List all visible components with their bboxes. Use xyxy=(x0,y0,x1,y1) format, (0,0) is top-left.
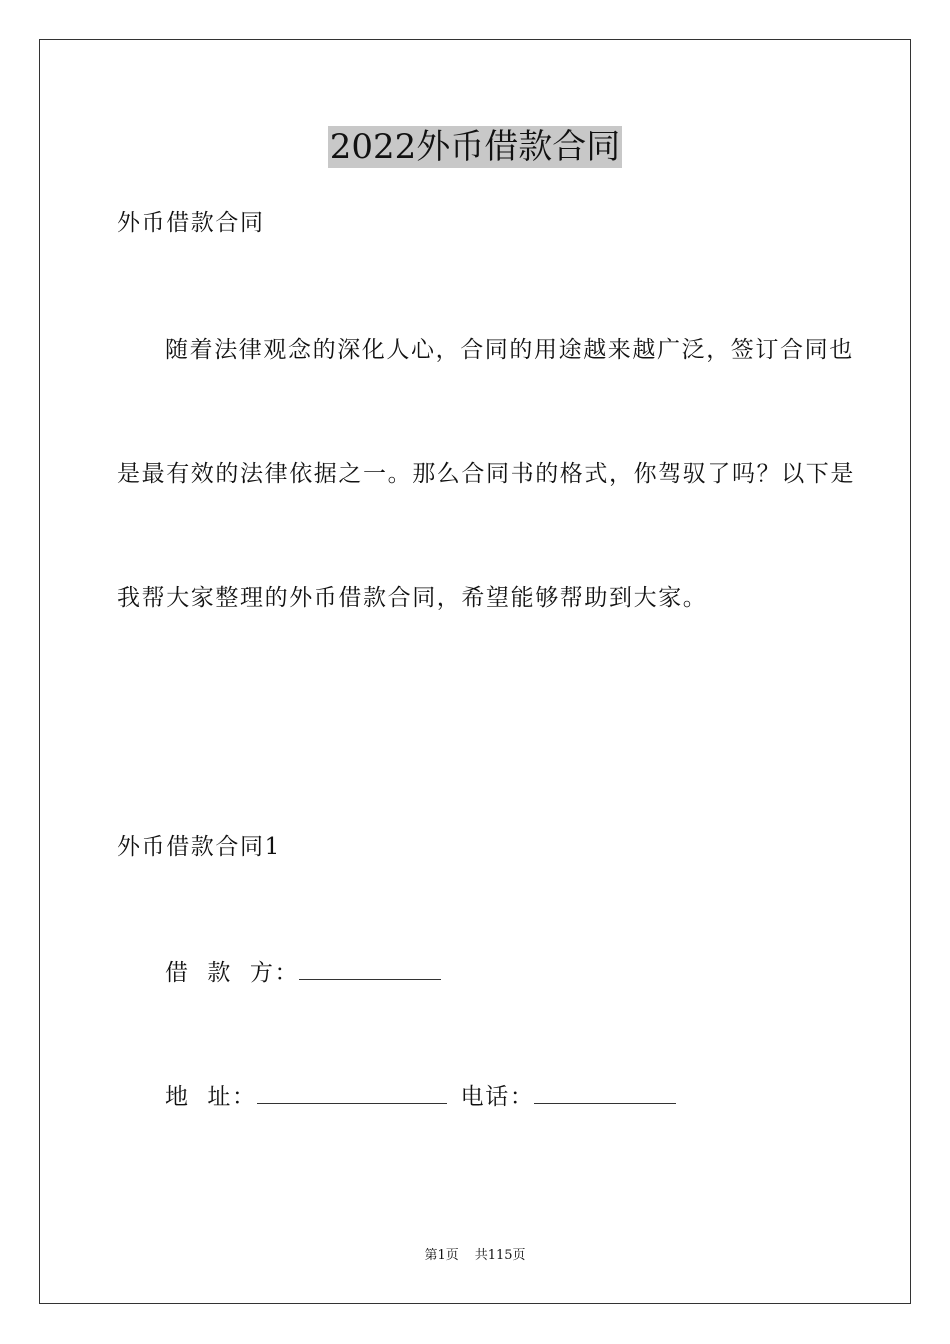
address-blank[interactable] xyxy=(257,1081,447,1104)
borrower-blank[interactable] xyxy=(299,957,441,980)
phone-blank[interactable] xyxy=(534,1081,676,1104)
paragraph-line-1: 随着法律观念的深化人心，合同的用途越来越广泛，签订合同也 xyxy=(165,337,854,363)
borrower-field xyxy=(165,957,441,988)
address-label: 地 址： xyxy=(165,1084,257,1110)
page-footer xyxy=(0,1247,950,1265)
page-number: 第1页 xyxy=(424,1248,459,1263)
title-container xyxy=(0,126,950,168)
phone-label: 电话： xyxy=(460,1084,535,1110)
paragraph-line-3: 我帮大家整理的外币借款合同，希望能够帮助到大家。 xyxy=(117,585,708,611)
document-subtitle: 外币借款合同 xyxy=(117,210,265,236)
paragraph-line-2: 是最有效的法律依据之一。那么合同书的格式，你驾驭了吗？以下是 xyxy=(117,461,855,487)
total-pages: 共115页 xyxy=(474,1248,526,1263)
section-heading: 外币借款合同1 xyxy=(117,834,281,860)
address-phone-field xyxy=(165,1081,676,1112)
borrower-label: 借 款 方： xyxy=(165,960,300,986)
document-title: 2022外币借款合同 xyxy=(329,127,621,167)
